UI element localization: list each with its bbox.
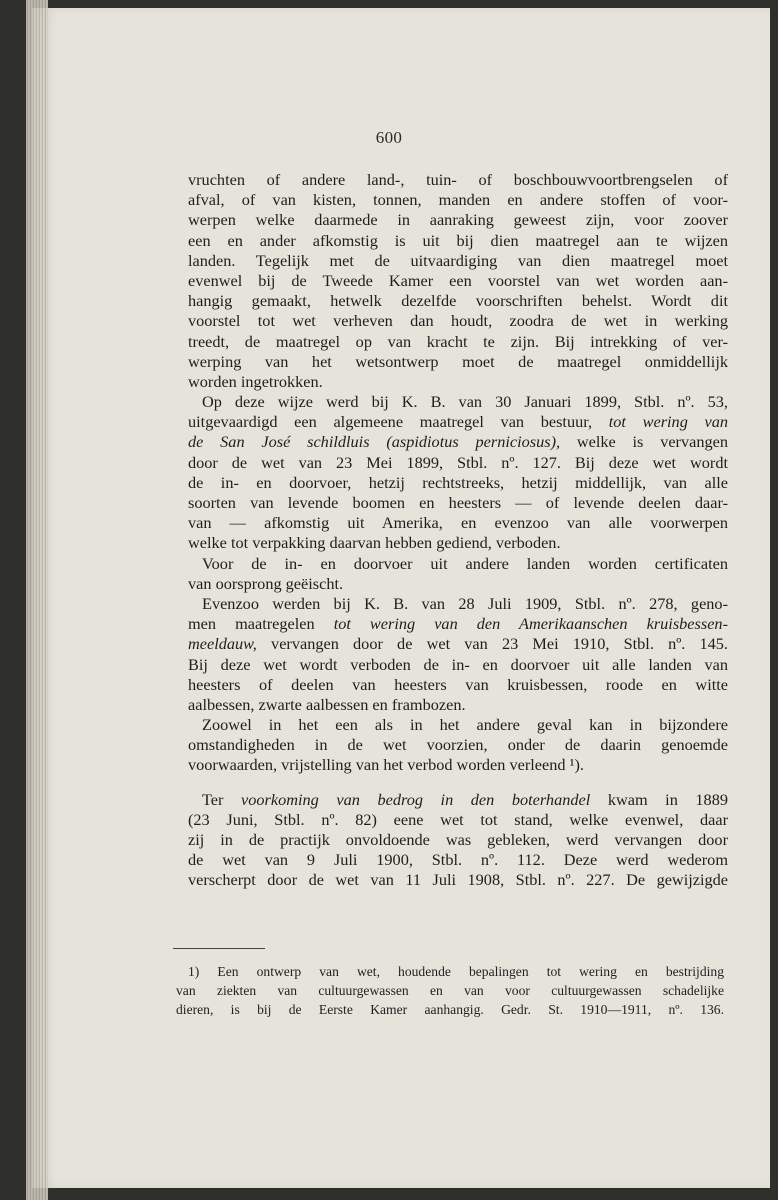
lines-line: evenwel bij de Tweede Kamer een voorstel van wet worden aan- [188, 270, 728, 290]
lines-line: treedt, de maatregel op van kracht te zijn. Bij intrekking of ver- [188, 331, 728, 351]
lines-line: zij in de practijk onvoldoende was gebleken, werd vervangen door [188, 830, 728, 849]
lines-line: de wet van 9 Juli 1900, Stbl. nº. 112. Deze werd wederom [188, 850, 728, 870]
lines-line: van — afkomstig uit Amerika, en evenzoo van alle voorwerpen [188, 513, 728, 533]
book-spine [26, 0, 48, 1200]
lines-line: meeldauw, vervangen door de wet van 23 Mei 1910, Stbl. nº. 145. [188, 634, 728, 654]
lines-line: welke tot verpakking daarvan hebben gediend, verboden. [188, 533, 561, 553]
footnotes-line: van ziekten van cultuurgewassen en van voor cultuurgewassen schadelijke [176, 983, 724, 998]
lines-line: werping van het wetsontwerp moet de maatregel onmiddellijk [188, 351, 728, 371]
lines-line: worden ingetrokken. [188, 371, 323, 391]
body-text [188, 170, 728, 891]
lines-line: een en ander afkomstig is uit bij dien maatregel aan te wijzen [188, 230, 728, 250]
lines-line: Voor de in- en doorvoer uit andere landen worden certificaten [202, 553, 728, 573]
page-number: 600 [375, 128, 403, 147]
footnotes-line: dieren, is bij de Eerste Kamer aanhangig. Gedr. St. 1910—1911, nº. 136. [176, 1002, 724, 1017]
lines-line: Ter voorkoming van bedrog in den boterhandel kwam in 1889 [202, 789, 728, 809]
lines-line: door de wet van 23 Mei 1899, Stbl. nº. 127. Bij deze wet wordt [188, 452, 728, 472]
lines-line: Bij deze wet wordt verboden de in- en doorvoer uit alle landen van [188, 654, 728, 674]
lines-line: aalbessen, zwarte aalbessen en frambozen. [188, 694, 466, 714]
lines-line: Zoowel in het een als in het andere geval kan in bijzondere [202, 715, 728, 735]
lines-line: vruchten of andere land-, tuin- of boschbouwvoortbrengselen of [188, 170, 728, 189]
lines-line: heesters of deelen van heesters van kruisbessen, roode en witte [188, 674, 728, 694]
lines-line: soorten van levende boomen en heesters — of levende deelen daar- [188, 493, 728, 512]
footnotes [176, 962, 724, 1019]
lines-line: landen. Tegelijk met de uitvaardiging van dien maatregel moet [188, 250, 728, 270]
footnotes-line: 1) Een ontwerp van wet, houdende bepalingen tot wering en bestrijding [188, 964, 724, 979]
lines-line: (23 Juni, Stbl. nº. 82) eene wet tot stand, welke evenwel, daar [188, 809, 728, 829]
lines-line: afval, of van kisten, tonnen, manden en andere stoffen of voor- [188, 190, 728, 210]
lines-line: voorwaarden, vrijstelling van het verbod worden verleend ¹). [188, 755, 584, 775]
paragraph-gap [188, 776, 728, 790]
lines-line: omstandigheden in de wet voorzien, onder de daarin genoemde [188, 735, 728, 755]
lines-line: de San José schildluis (aspidiotus perniciosus), welke is vervangen [188, 432, 728, 452]
lines-line: Evenzoo werden bij K. B. van 28 Juli 1909, Stbl. nº. 278, geno- [202, 593, 728, 613]
lines-line: verscherpt door de wet van 11 Juli 1908, Stbl. nº. 227. De gewijzigde [188, 870, 728, 890]
lines-line: uitgevaardigd een algemeene maatregel van bestuur, tot wering van [188, 412, 728, 432]
lines-line: Op deze wijze werd bij K. B. van 30 Januari 1899, Stbl. nº. 53, [202, 392, 728, 412]
lines-line: men maatregelen tot wering van den Amerikaanschen kruisbessen- [188, 614, 728, 634]
lines-line: de in- en doorvoer, hetzij rechtstreeks, hetzij middellijk, van alle [188, 472, 728, 492]
lines-line: voorstel tot wet verheven dan houdt, zoodra de wet in werking [188, 311, 728, 331]
lines-line: hangig gemaakt, hetwelk dezelfde voorschriften behelst. Wordt dit [188, 291, 728, 311]
footnote-separator [173, 948, 265, 949]
lines-line: werpen welke daarmede in aanraking geweest zijn, voor zoover [188, 210, 728, 230]
lines-line: van oorsprong geëischt. [188, 573, 344, 593]
